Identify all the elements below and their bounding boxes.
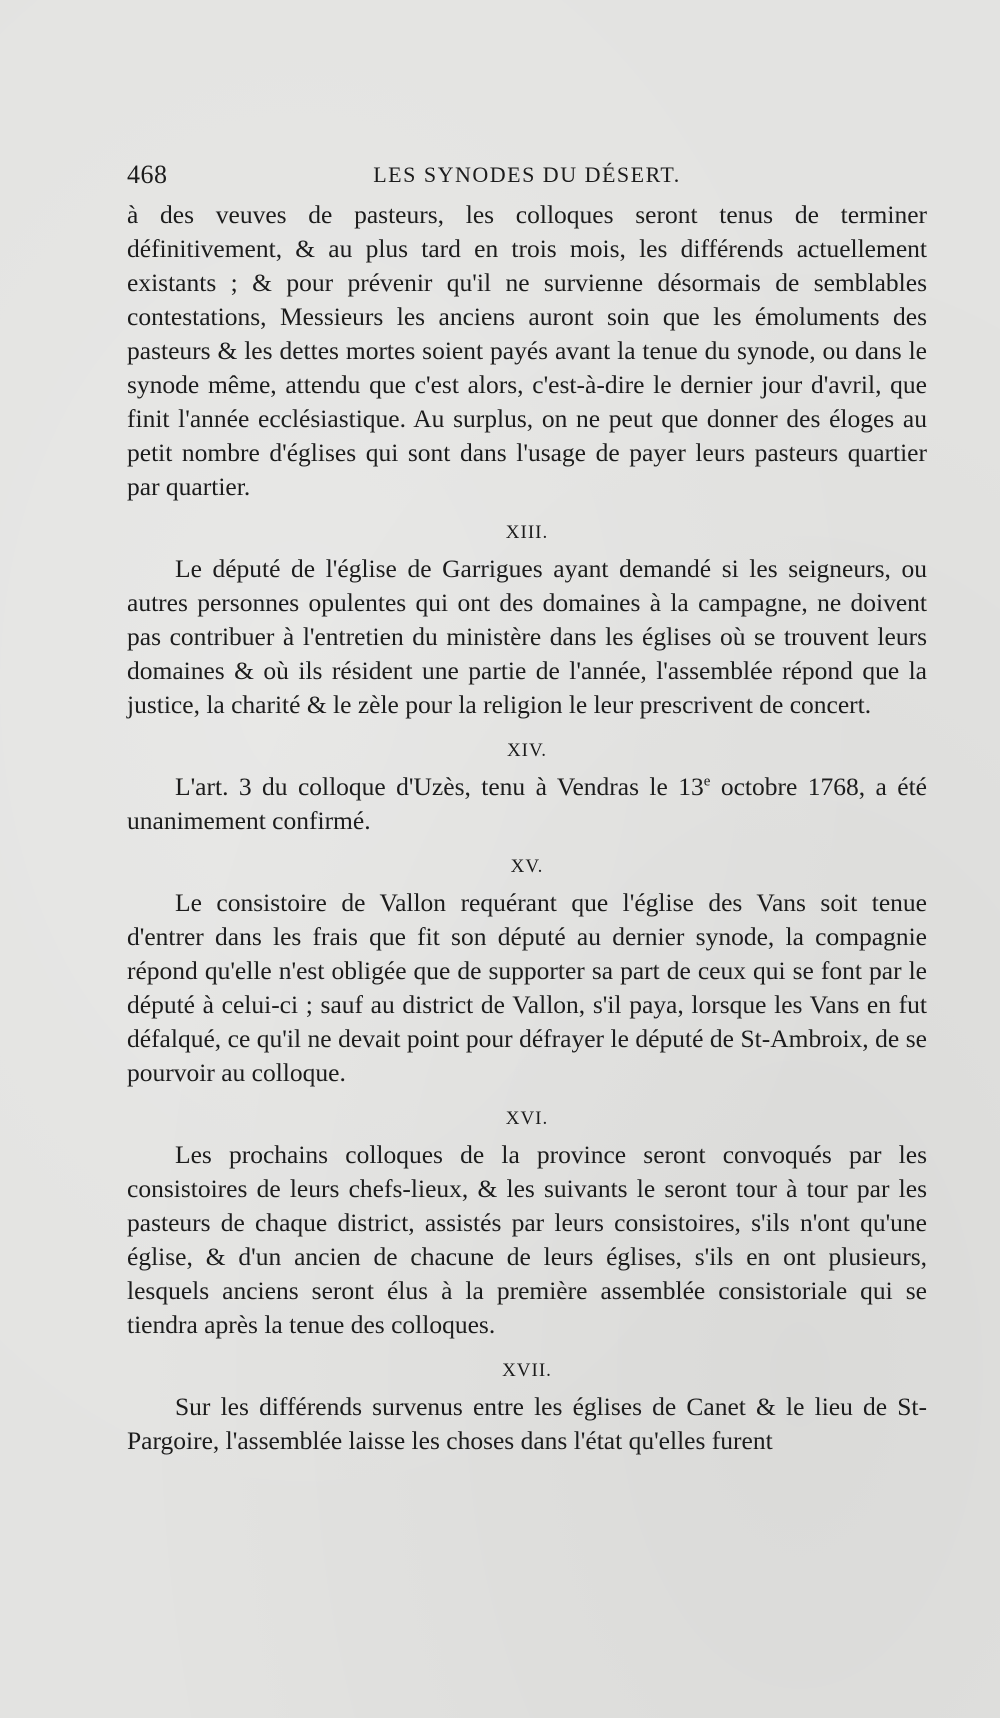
paragraph-article-xiii: Le député de l'église de Garrigues ayant demandé si les seigneurs, ou autres personnes opulentes qui ont des domaines à la campagne, ne doivent pas contribuer à l'entretien du ministère dans les églises où se trouvent leurs domaines & où ils résident une partie de l'année, l'assemblée répond que la justice, la charité & le zèle pour la religion le leur prescrivent de concert. xyxy=(127,554,927,719)
running-head xyxy=(127,150,927,198)
article-xiv-text-start: L'art. 3 du colloque d'Uzès, tenu à Vendras le 13 xyxy=(175,772,704,801)
paragraph-article-xv: Le consistoire de Vallon requérant que l'église des Vans soit tenue d'entrer dans les frais que fit son député au dernier synode, la compagnie répond qu'elle n'est obligée que de supporter sa part de ceux qui se font par le député à celui-ci ; sauf au district de Vallon, s'il paya, lorsque les Vans en fut défalqué, ce qu'il ne devait point pour défrayer le député de St-Ambroix, de se pourvoir au colloque. xyxy=(127,888,927,1087)
article-number-xv: XV. xyxy=(510,856,544,877)
article-xiv-text-end: octobre 1768, a été unanimement confirmé. xyxy=(127,772,927,835)
page-number: 468 xyxy=(127,160,168,189)
paragraph-article-xvii: Sur les différends survenus entre les églises de Canet & le lieu de St-Pargoire, l'assemblée laisse les choses dans l'état qu'elles furent xyxy=(127,1392,927,1455)
paragraph-article-xvi: Les prochains colloques de la province seront convoqués par les consistoires de leurs chefs-lieux, & les suivants le seront tour à tour par les pasteurs de chaque district, assistés par leurs consistoires, s'ils n'ont qu'une église, & d'un ancien de chacune de leurs églises, s'ils en ont plusieurs, lesquels anciens seront élus à la première assemblée consistoriale qui se tiendra après la tenue des colloques. xyxy=(127,1140,927,1339)
article-number-xvii: XVII. xyxy=(502,1360,552,1381)
article-number-xiv: XIV. xyxy=(506,740,548,761)
paragraph-article-xiv xyxy=(127,770,927,838)
article-number-xvi: XVI. xyxy=(505,1108,549,1129)
ordinal-superscript: e xyxy=(703,773,711,790)
running-title: LES SYNODES DU DÉSERT. xyxy=(373,162,681,187)
paragraph-continuation: à des veuves de pasteurs, les colloques seront tenus de terminer définitivement, & au plus tard en trois mois, les différends actuellement existants ; & pour prévenir qu'il ne survienne désormais de semblables contestations, Messieurs les anciens auront soin que les émoluments des pasteurs & les dettes mortes soient payés avant la tenue du synode, ou dans le synode même, attendu que c'est alors, c'est-à-dire le dernier jour d'avril, que finit l'année ecclésiastique. Au surplus, on ne peut que donner des éloges au petit nombre d'églises qui sont dans l'usage de payer leurs pasteurs quartier par quartier. xyxy=(127,200,927,501)
article-number-xiii: XIII. xyxy=(505,522,549,543)
book-page xyxy=(127,150,927,1710)
